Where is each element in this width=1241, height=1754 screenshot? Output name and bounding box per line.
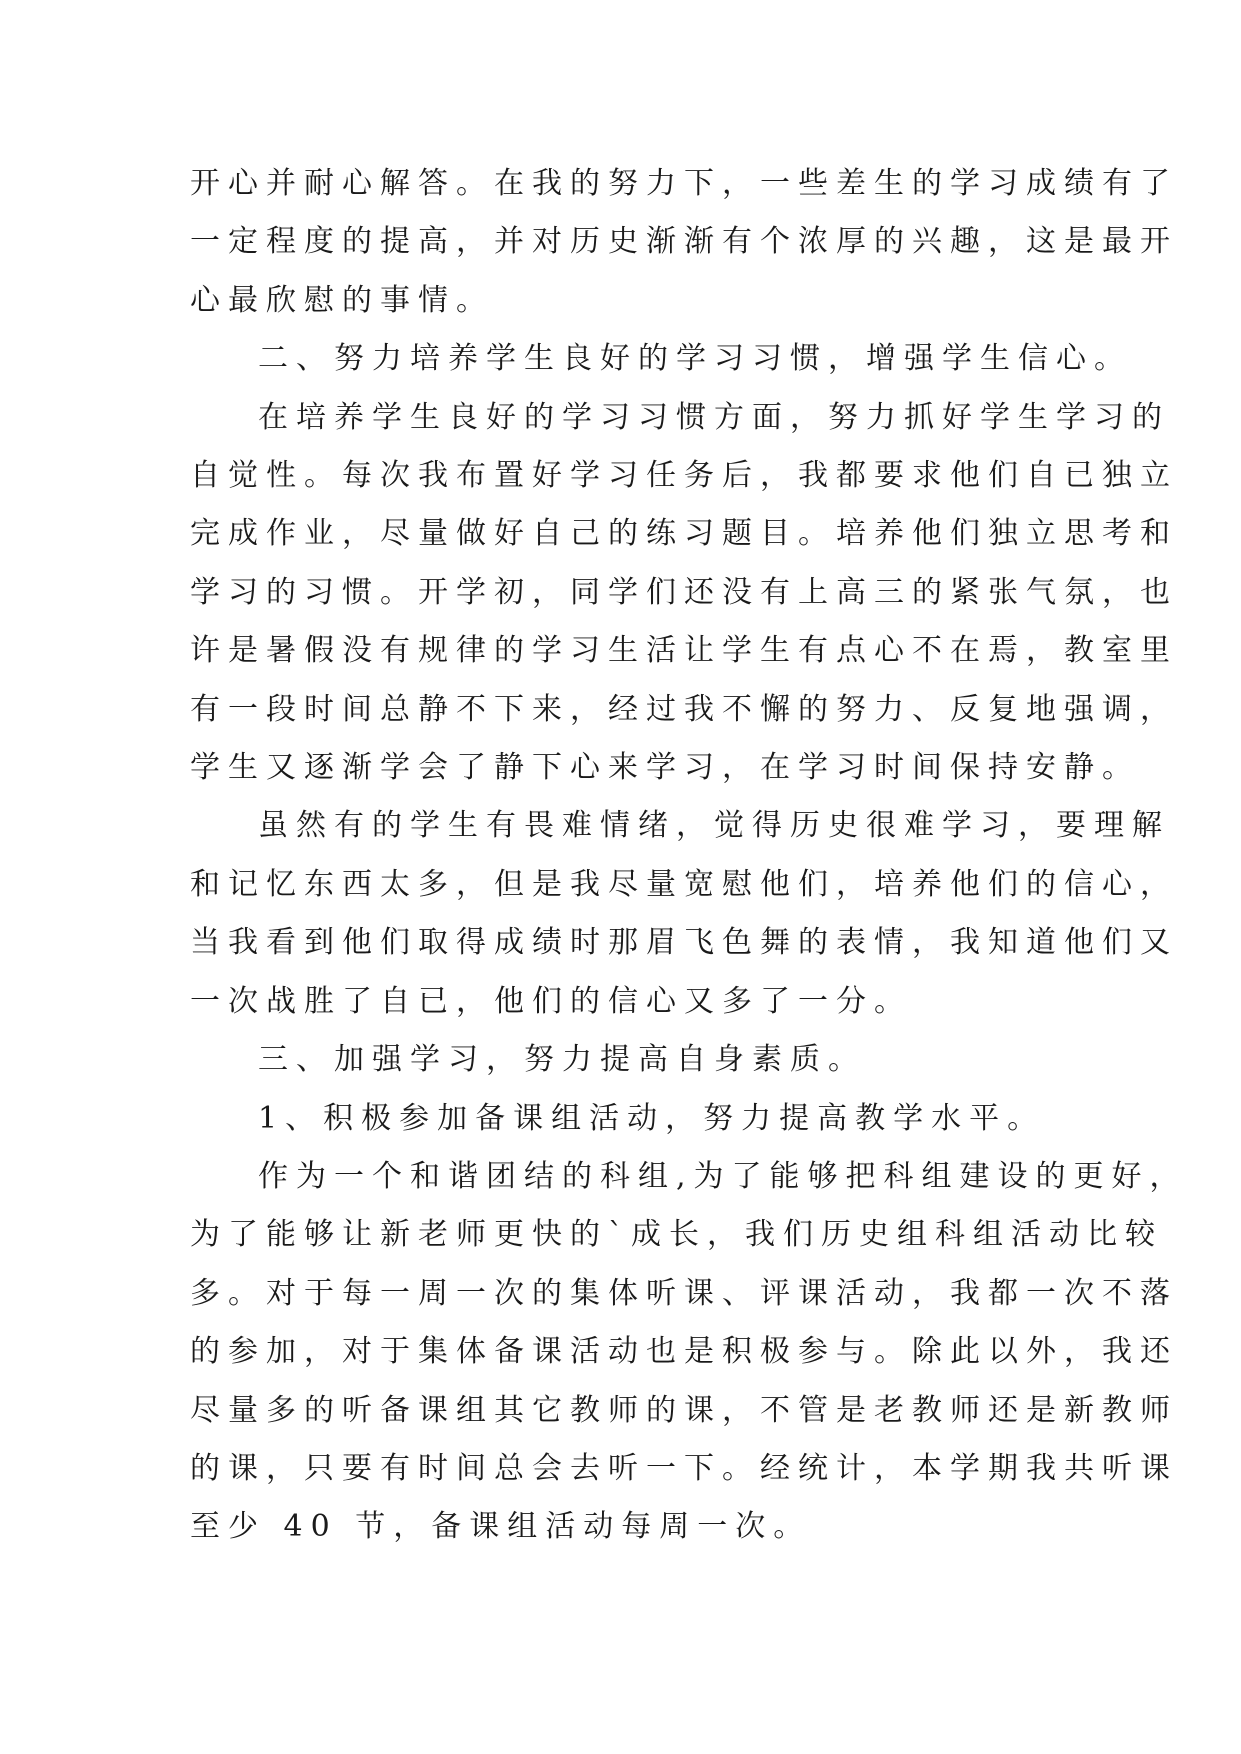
text-line: 在培养学生良好的学习习惯方面，努力抓好学生学习的 <box>258 399 1170 435</box>
text-line: 作为一个和谐团结的科组,为了能够把科组建设的更好， <box>258 1158 1188 1194</box>
text-line: 开心并耐心解答。在我的努力下，一些差生的学习成绩有了 <box>190 166 1178 201</box>
text-line: 多。对于每一周一次的集体听课、评课活动，我都一次不落 <box>190 1275 1178 1311</box>
section-heading-3 <box>190 1031 1060 1089</box>
text-line: 有一段时间总静不下来，经过我不懈的努力、反复地强调， <box>190 691 1178 727</box>
document-body <box>190 155 1188 1557</box>
text-line: 尽量多的听备课组其它教师的课，不管是老教师还是新教师 <box>190 1392 1178 1428</box>
heading-line: 三、加强学习，努力提高自身素质。 <box>258 1042 866 1078</box>
text-line: 的参加，对于集体备课活动也是积极参与。除此以外，我还 <box>190 1334 1178 1370</box>
paragraph-1 <box>190 155 1178 330</box>
text-line: 自觉性。每次我布置好学习任务后，我都要求他们自已独立 <box>190 458 1178 494</box>
text-line: 和记忆东西太多，但是我尽量宽慰他们，培养他们的信心， <box>190 866 1178 902</box>
paragraph-4 <box>190 797 1178 1031</box>
text-line: 当我看到他们取得成绩时那眉飞色舞的表情，我知道他们又 <box>190 925 1178 961</box>
text-line: 虽然有的学生有畏难情绪，觉得历史很难学习，要理解 <box>258 808 1170 844</box>
subsection-heading-1 <box>190 1090 1060 1148</box>
text-line: 完成作业，尽量做好自己的练习题目。培养他们独立思考和 <box>190 516 1178 552</box>
text-line: 至少 40 节，备课组活动每周一次。 <box>190 1509 812 1545</box>
text-line: 学生又逐渐学会了静下心来学习，在学习时间保持安静。 <box>190 750 1140 786</box>
paragraph-3 <box>190 389 1178 798</box>
text-line: 一定程度的提高，并对历史渐渐有个浓厚的兴趣，这是最开 <box>190 224 1178 260</box>
heading-line: 1、积极参加备课组活动，努力提高教学水平。 <box>258 1100 1046 1136</box>
text-line: 心最欣慰的事情。 <box>190 282 494 318</box>
text-line: 为了能够让新老师更快的`成长，我们历史组科组活动比较 <box>190 1217 1163 1253</box>
heading-line: 二、努力培养学生良好的学习习惯，增强学生信心。 <box>258 341 1132 377</box>
section-heading-2 <box>190 330 1132 388</box>
text-line: 学习的习惯。开学初，同学们还没有上高三的紧张气氛，也 <box>190 574 1178 610</box>
text-line: 许是暑假没有规律的学习生活让学生有点心不在焉，教室里 <box>190 633 1178 669</box>
paragraph-7 <box>190 1148 1188 1557</box>
text-line: 一次战胜了自已，他们的信心又多了一分。 <box>190 983 912 1019</box>
text-line: 的课，只要有时间总会去听一下。经统计，本学期我共听课 <box>190 1450 1178 1486</box>
